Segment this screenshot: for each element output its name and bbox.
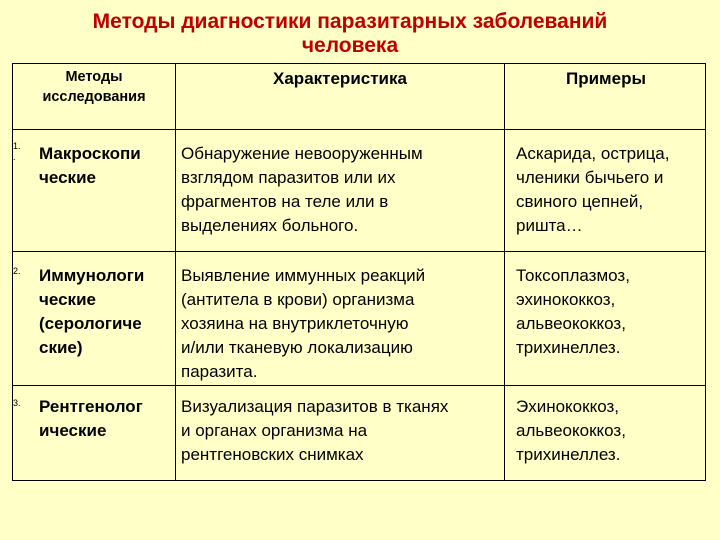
row-number: 3. [13,398,21,408]
method-name: Макроскопи ческие [39,144,141,187]
row-divider [13,385,705,386]
method-characteristic: Обнаружение невооруженным взглядом паразитов или их фрагментов на теле или в выделениях больного. [181,144,423,235]
method-name: Иммунологи ческие (серологиче ские) [39,266,145,357]
column-divider [175,64,176,480]
row-number: 2. [13,266,21,276]
method-examples: Токсоплазмоз, эхинококкоз, альвеококкоз, трихинеллез. [516,266,630,357]
row-divider [13,251,705,252]
method-characteristic: Выявление иммунных реакций (антитела в крови) организма хозяина на внутриклеточную и/или тканевую локализацию паразита. [181,266,426,381]
method-characteristic: Визуализация паразитов в тканях и органах организма на рентгеновских снимках [181,397,449,464]
page-title: Методы диагностики паразитарных заболеваний человека [92,10,608,57]
diagnostics-table [12,63,706,481]
header-methods: Методы исследования [42,69,146,105]
row-number: 1. . [13,141,21,162]
header-characteristic: Характеристика [273,69,407,88]
method-examples: Аскарида, острица, членики бычьего и свиного цепней, ришта… [516,144,670,235]
method-examples: Эхинококкоз, альвеококкоз, трихинеллез. [516,397,626,464]
method-name: Рентгенолог ические [39,397,143,440]
column-divider [504,64,505,480]
row-divider [13,129,705,130]
header-examples: Примеры [566,69,646,88]
